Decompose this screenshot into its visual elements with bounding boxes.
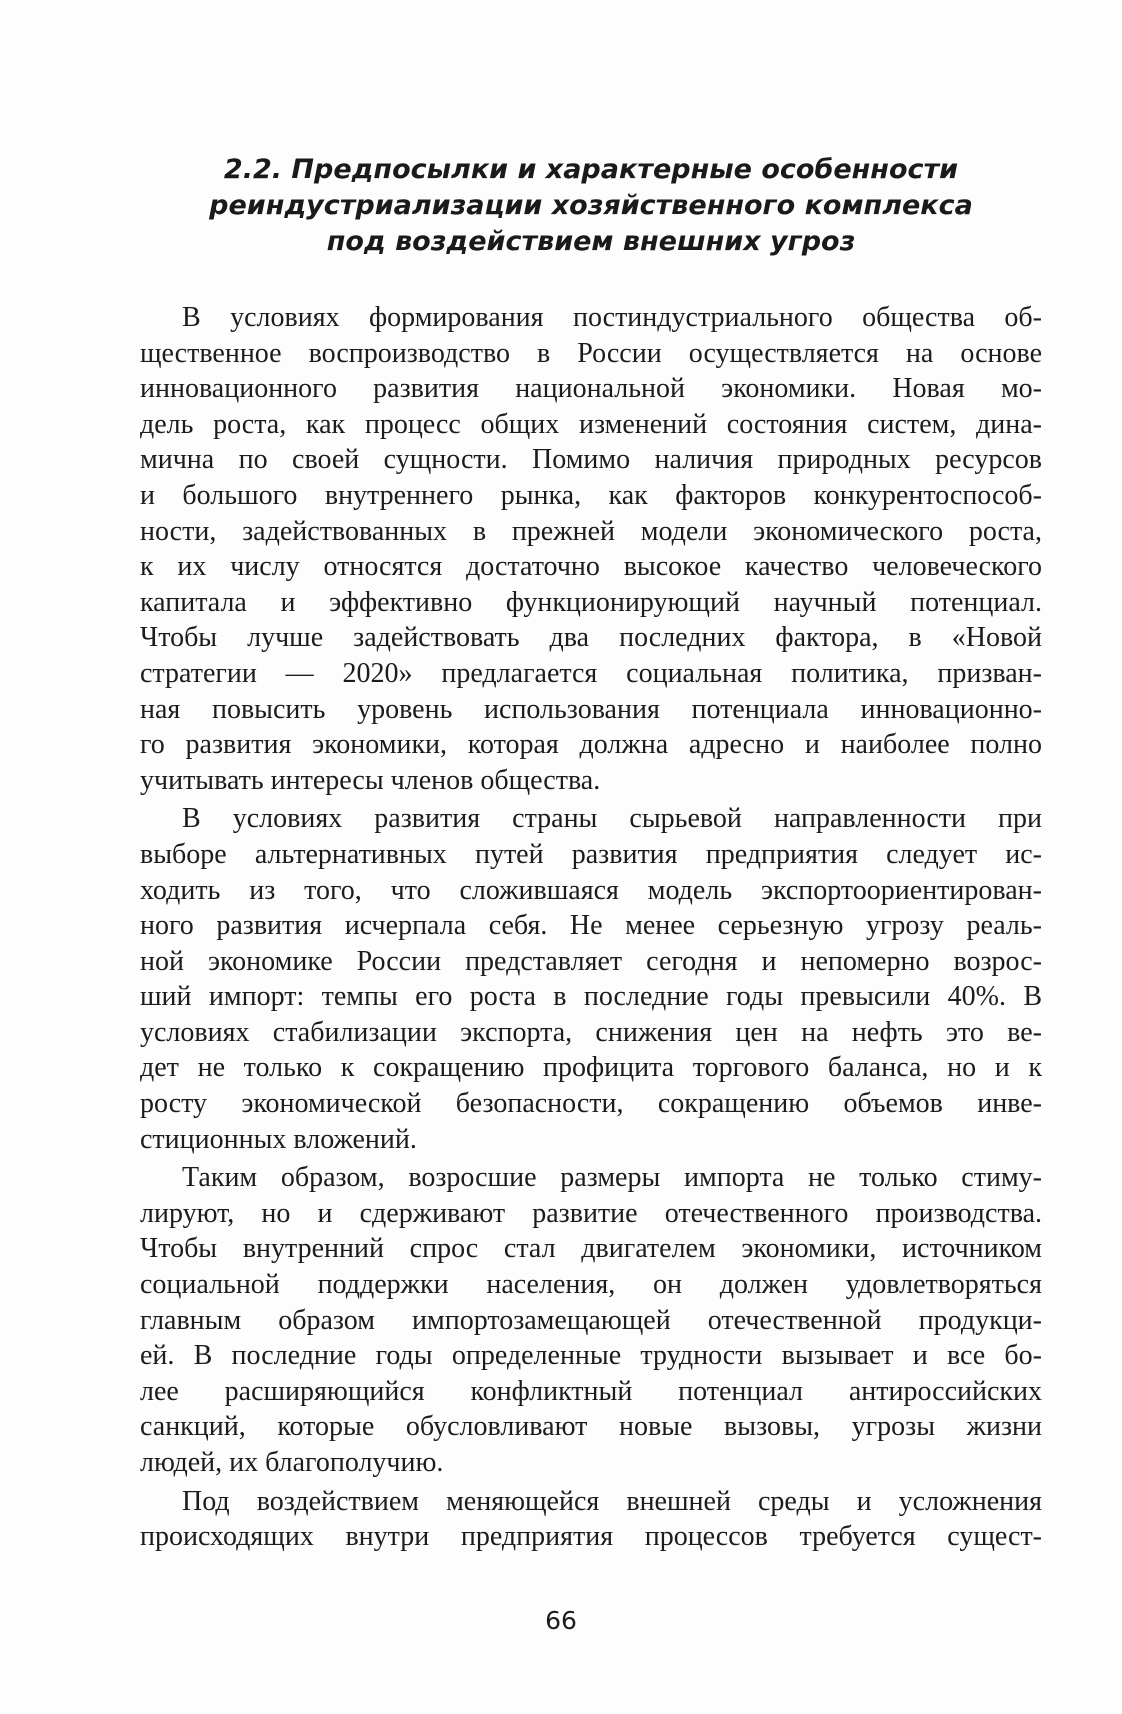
paragraph-2	[140, 801, 1042, 1157]
section-heading-line: 2.2. Предпосылки и характерные особенности	[223, 154, 959, 185]
section-heading	[140, 152, 1042, 260]
text-line: капитала и эффективно функционирующий научный потенциал.	[140, 586, 1042, 618]
section-heading-line: под воздействием внешних угроз	[326, 226, 856, 257]
text-line: лее расширяющийся конфликтный потенциал антироссийских	[140, 1375, 1042, 1407]
text-line: ного развития исчерпала себя. Не менее серьезную угрозу реаль-	[140, 910, 1042, 942]
text-line: санкций, которые обусловливают новые вызовы, угрозы жизни	[140, 1411, 1042, 1443]
text-line: учитывать интересы членов общества.	[140, 764, 601, 796]
text-line: людей, их благополучию.	[140, 1447, 444, 1478]
page-number: 66	[545, 1606, 577, 1635]
text-line: ности, задействованных в прежней модели экономического роста,	[140, 515, 1042, 547]
text-line: и большого внутреннего рынка, как факторов конкурентоспособ-	[140, 479, 1042, 511]
text-line: выборе альтернативных путей развития предприятия следует ис-	[140, 838, 1042, 870]
section-heading-line: реиндустриализации хозяйственного комплекса	[209, 190, 973, 221]
text-line: ная повысить уровень использования потенциала инновационно-	[140, 693, 1042, 725]
text-line: ей. В последние годы определенные трудности вызывает и все бо-	[140, 1340, 1042, 1372]
text-line: ходить из того, что сложившаяся модель экспортоориентирован-	[140, 874, 1042, 906]
paragraph-3	[140, 1160, 1042, 1480]
text-line: Чтобы внутренний спрос стал двигателем экономики, источником	[140, 1233, 1042, 1265]
text-line: В условиях формирования постиндустриального общества об-	[182, 302, 1042, 333]
text-line: щественное воспроизводство в России осуществляется на основе	[140, 337, 1042, 369]
text-line: стратегии — 2020» предлагается социальная политика, призван-	[140, 657, 1042, 689]
text-line: дет не только к сокращению профицита торгового баланса, но и к	[140, 1052, 1042, 1084]
text-line: социальной поддержки населения, он должен удовлетворяться	[140, 1269, 1042, 1301]
body-text	[140, 300, 1042, 1558]
text-line: инновационного развития национальной экономики. Новая мо-	[140, 373, 1042, 405]
text-line: лируют, но и сдерживают развитие отечественного производства.	[140, 1197, 1042, 1229]
paragraph-1	[140, 300, 1042, 798]
text-line: к их числу относятся достаточно высокое качество человеческого	[140, 551, 1042, 583]
text-line: Под воздействием меняющейся внешней среды и усложнения	[182, 1485, 1042, 1517]
text-line: Чтобы лучше задействовать два последних фактора, в «Новой	[140, 622, 1042, 654]
text-line: Таким образом, возросшие размеры импорта не только стиму-	[182, 1162, 1042, 1194]
text-line: мична по своей сущности. Помимо наличия природных ресурсов	[140, 444, 1042, 476]
text-line: происходящих внутри предприятия процессов требуется сущест-	[140, 1521, 1042, 1553]
text-line: ной экономике России представляет сегодня и непомерно возрос-	[140, 945, 1042, 977]
text-line: дель роста, как процесс общих изменений состояния систем, дина-	[140, 408, 1042, 440]
text-line: стиционных вложений.	[140, 1123, 417, 1155]
text-line: росту экономической безопасности, сокращению объемов инве-	[140, 1088, 1042, 1120]
text-line: го развития экономики, которая должна адресно и наиболее полно	[140, 729, 1042, 761]
text-line: главным образом импортозамещающей отечественной продукци-	[140, 1304, 1042, 1336]
paragraph-4	[140, 1484, 1042, 1555]
text-line: условиях стабилизации экспорта, снижения цен на нефть это ве-	[140, 1016, 1042, 1048]
text-line: ший импорт: темпы его роста в последние годы превысили 40%. В	[140, 981, 1042, 1013]
text-line: В условиях развития страны сырьевой направленности при	[182, 803, 1042, 835]
